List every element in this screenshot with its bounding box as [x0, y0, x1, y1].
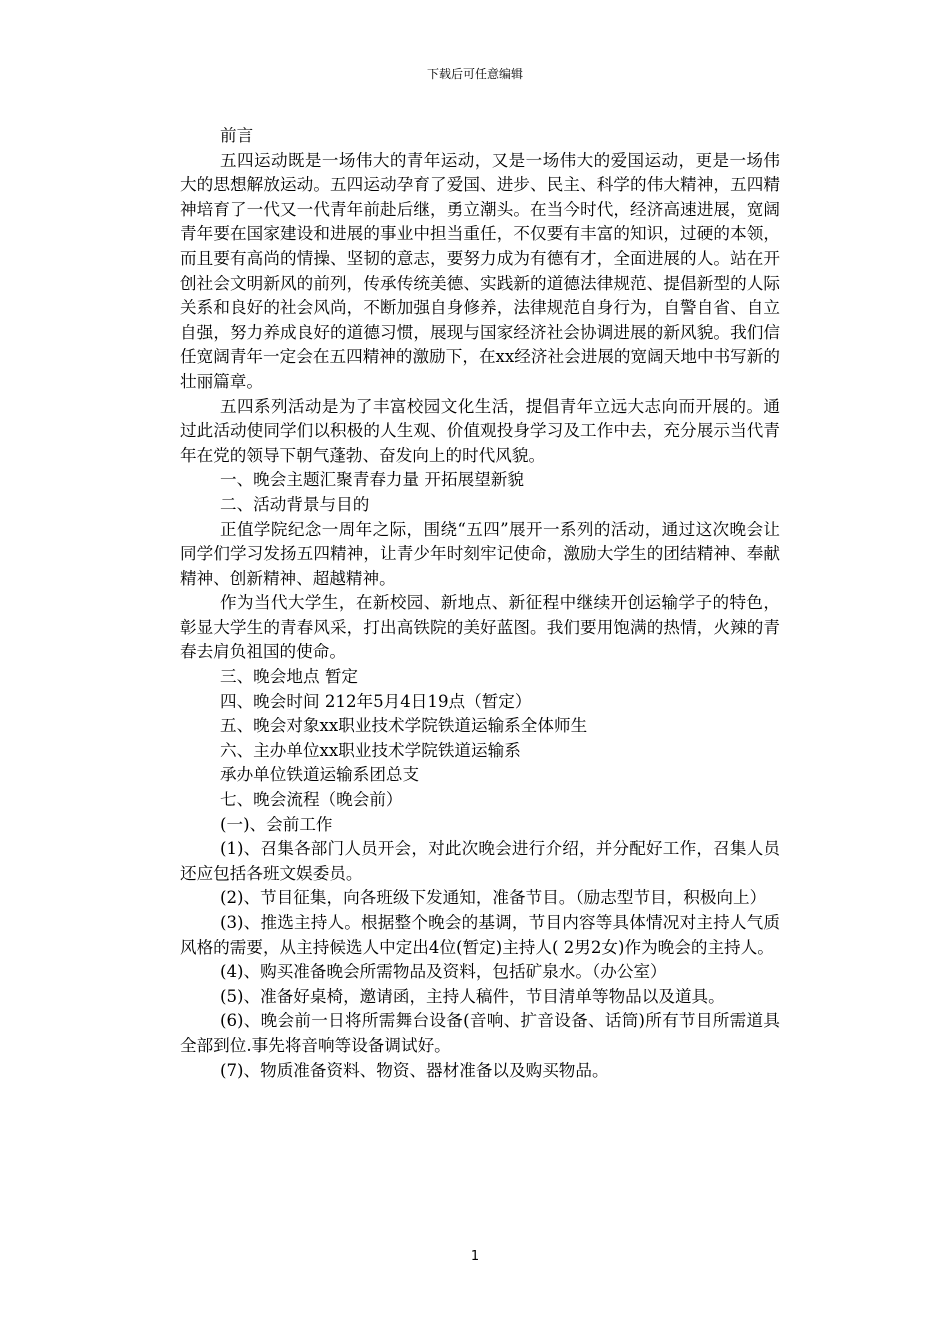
section-title-preface: 前言	[220, 126, 254, 145]
section-heading: 三、晚会地点 暂定	[220, 667, 359, 687]
section-heading: 四、晚会时间 212年5月4日19点（暂定）	[220, 691, 532, 711]
list-item: (4)、购买准备晚会所需物品及资料，包括矿泉水。（办公室）	[220, 962, 667, 982]
section-heading: 二、活动背景与目的	[220, 494, 370, 514]
list-item: (7)、物质准备资料、物资、器材准备以及购买物品。	[220, 1060, 609, 1080]
section-heading: 六、主办单位xx职业技术学院铁道运输系	[220, 740, 521, 760]
section-heading: 一、晚会主题汇聚青春力量 开拓展望新貌	[220, 470, 524, 490]
document-body	[180, 124, 780, 1083]
section-heading: 七、晚会流程（晚会前）	[220, 790, 403, 810]
paragraph: 承办单位铁道运输系团总支	[220, 765, 420, 785]
list-item: (3)、推选主持人。根据整个晚会的基调，节目内容等具体情况对主持人气质风格的需要，从主持候选人中定出4位(暂定)主持人( 2男2女)作为晚会的主持人。	[180, 913, 780, 957]
paragraph: 五四系列活动是为了丰富校园文化生活，提倡青年立远大志向而开展的。通过此活动使同学们以积极的人生观、价值观投身学习及工作中去，充分展示当代青年在党的领导下朝气蓬勃、奋发向上的时代风貌。	[180, 396, 780, 465]
list-item: (5)、准备好桌椅，邀请函，主持人稿件，节目清单等物品以及道具。	[220, 986, 725, 1006]
page-number: 1	[470, 1249, 480, 1264]
paragraph: 五四运动既是一场伟大的青年运动，又是一场伟大的爱国运动，更是一场伟大的思想解放运动。五四运动孕育了爱国、进步、民主、科学的伟大精神，五四精神培育了一代又一代青年前赴后继，勇立潮头。在当今时代，经济高速进展，宽阔青年要在国家建设和进展的事业中担当重任，不仅要有丰富的知识，过硬的本领，而且要有高尚的情操、坚韧的意志，要努力成为有德有才，全面进展的人。站在开创社会文明新风的前列，传承传统美德、实践新的道德法律规范、提倡新型的人际关系和良好的社会风尚，不断加强自身修养，法律规范自身行为，自警自省、自立自强，努力养成良好的道德习惯，展现与国家经济社会协调进展的新风貌。我们信任宽阔青年一定会在五四精神的激励下，在xx经济社会进展的宽阔天地中书写新的壮丽篇章。	[180, 150, 780, 391]
section-heading: 五、晚会对象xx职业技术学院铁道运输系全体师生	[220, 716, 588, 736]
list-item: (6)、晚会前一日将所需舞台设备(音响、扩音设备、话筒)所有节目所需道具全部到位.事先将音响等设备调试好。	[180, 1011, 780, 1055]
list-item: (2)、节目征集，向各班级下发通知，准备节目。（励志型节目，积极向上）	[220, 888, 767, 908]
list-item: (1)、召集各部门人员开会，对此次晚会进行介绍，并分配好工作，召集人员还应包括各班文娱委员。	[180, 839, 780, 883]
subsection-heading: (一)、会前工作	[220, 814, 333, 834]
paragraph: 作为当代大学生，在新校园、新地点、新征程中继续开创运输学子的特色，彰显大学生的青春风采，打出高铁院的美好蓝图。我们要用饱满的热情，火辣的青春去肩负祖国的使命。	[180, 593, 780, 662]
paragraph: 正值学院纪念一周年之际，围绕“五四”展开一系列的活动，通过这次晚会让同学们学习发扬五四精神，让青少年时刻牢记使命，激励大学生的团结精神、奉献精神、创新精神、超越精神。	[180, 519, 780, 588]
page-header: 下载后可任意编辑	[426, 67, 523, 81]
